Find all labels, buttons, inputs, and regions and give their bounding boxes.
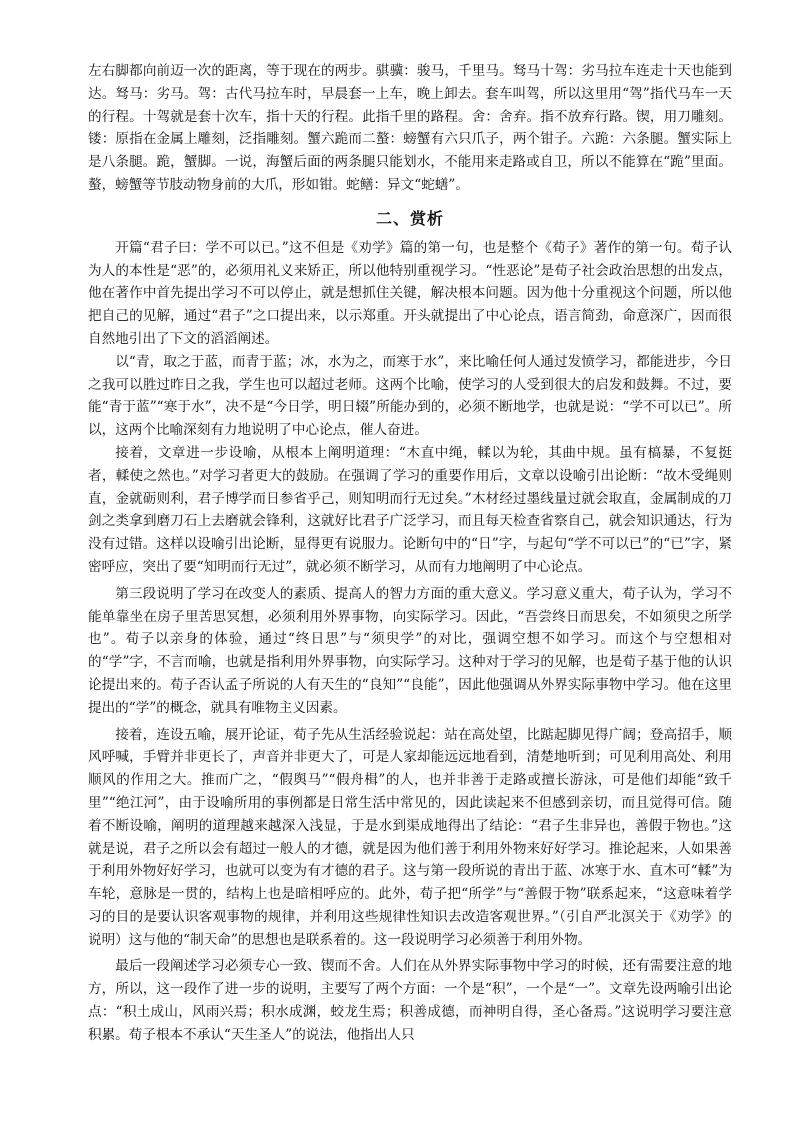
paragraph-five-metaphors: 接着，连设五喻，展开论证，荀子先从生活经验说起：站在高处望，比踮起脚见得广阔；登高招手，顺风呼喊，手臂并非更长了，声音并非更大了，可是人家却能远远地看到，清楚地听到；可见利用高处、利用顺风的作用之大。推而广之，“假舆马”“假舟楫”的人，也并非善于走路或擅长游泳，可是他们却能“致千里”“绝江河”，由于设喻所用的事例都是日常生活中常见的，因此读起来不但感到亲切，而且觉得可信。随着不断设喻，阐明的道理越来越深入浅显，于是水到渠成地得出了结论：“君子生非异也，善假于物也。”这就是说，君子之所以会有超过一般人的才德，就是因为他们善于利用外物来好好学习。推论起来，人如果善于利用外物好好学习，也就可以变为有才德的君子。这与第一段所说的青出于蓝、冰寒于水、直木可“輮”为车轮，意脉是一贯的，结构上也是暗相呼应的。此外，荀子把“所学”与“善假于物”联系起来，“这意味着学习的目的是要认识客观事物的规律，并利用这些规律性知识去改造客观世界。”（引自严北溟关于《劝学》的说明）这与他的“制天命”的思想也是联系着的。这一段说明学习必须善于利用外物。: [88, 726, 732, 948]
paragraph-wood-metal-metaphor: 接着，文章进一步设喻，从根本上阐明道理：“木直中绳，輮以为轮，其曲中规。虽有槁暴，不复挺者，輮使之然也。”对学习者更大的鼓励。在强调了学习的重要作用后，文章以设喻引出论断：“故木受绳则直，金就砺则利，君子博学而日参省乎己，则知明而行无过矣。”木材经过墨线量过就会取直，金属制成的刀剑之类拿到磨刀石上去磨就会锋利，这就好比君子广泛学习，而且每天检查省察自己，就会知识通达，行为没有过错。这样以设喻引出论断，显得更有说服力。论断句中的“日”字，与起句“学不可以已”的“已”字，紧密呼应，突出了要“知明而行无过”，就必须不断学习，从而有力地阐明了中心论点。: [88, 444, 732, 575]
paragraph-blue-ice-metaphor: 以“青，取之于蓝，而青于蓝；冰，水为之，而寒于水”，来比喻任何人通过发愤学习，都能进步，今日之我可以胜过昨日之我，学生也可以超过老师。这两个比喻，使学习的人受到很大的启发和鼓舞。不过，要能“青于蓝”“寒于水”，决不是“今日学，明日辍”所能办到的，必须不断地学，也就是说：“学不可以已”。所以，这两个比喻深刻有力地说明了中心论点，催人奋进。: [88, 353, 732, 439]
annotation-notes-tail: 左右脚都向前迈一次的距离，等于现在的两步。骐骥：骏马，千里马。驽马十驾：劣马拉车连走十天也能到达。驽马：劣马。驾：古代马拉车时，早晨套一上车，晚上卸去。套车叫驾，所以这里用“驾”指代马车一天的行程。十驾就是套十次车，指十天的行程。此指千里的路程。舍：舍弃。指不放弃行路。锲，用刀雕刻。镂：原指在金属上雕刻，泛指雕刻。蟹六跪而二螯：螃蟹有六只爪子，两个钳子。六跪：六条腿。蟹实际上是八条腿。跪，蟹脚。一说，海蟹后面的两条腿只能划水，不能用来走路或自卫，所以不能算在“跪”里面。螯，螃蟹等节肢动物身前的大爪，形如钳。蛇鳝：异文“蛇蟮”。: [88, 63, 732, 193]
paragraph-opening: 开篇“君子曰：学不可以已。”这不但是《劝学》篇的第一句，也是整个《荀子》著作的第一句。荀子认为人的本性是“恶”的，必须用礼义来矫正，所以他特别重视学习。“性恶论”是荀子社会政治思想的出发点，他在著作中首先提出学习不可以停止，就是想抓住关键，解决根本问题。因为他十分重视这个问题，所以他把自己的见解，通过“君子”之口提出来，以示郑重。开头就提出了中心论点，语言简劲，命意深广，因而很自然地引出了下文的滔滔阐述。: [88, 239, 732, 347]
paragraph-final-section: 最后一段阐述学习必须专心一致、锲而不舍。人们在从外界实际事物中学习的时候，还有需要注意的地方，所以，这一段作了进一步的说明，主要写了两个方面：一个是“积”，一个是“一”。文章先设两喻引出论点：“积土成山，风雨兴焉；积水成渊，蛟龙生焉；积善成德，而神明自得，圣心备焉。”这说明学习要注意积累。荀子根本不承认“天生圣人”的说法，他指出人只: [88, 958, 732, 1043]
paragraph-third-section: 第三段说明了学习在改变人的素质、提高人的智力方面的重大意义。学习意义重大，荀子认为，学习不能单靠坐在房子里苦思冥想，必须利用外界事物，向实际学习。因此，“吾尝终日而思矣，不如须臾之所学也”。荀子以亲身的体验，通过“终日思”与“须臾学”的对比，强调空想不如学习。而这个与空想相对的“学”字，不言而喻，也就是指利用外界事物，向实际学习。这种对于学习的见解，也是荀子基于他的认识论提出来的。荀子否认孟子所说的人有天生的“良知”“良能”，因此他强调从外界实际事物中学习。他在这里提出的“学”的概念，就具有唯物主义因素。: [88, 585, 732, 716]
section-heading: 二、赏析: [375, 208, 444, 228]
document-page: [88, 60, 732, 1047]
